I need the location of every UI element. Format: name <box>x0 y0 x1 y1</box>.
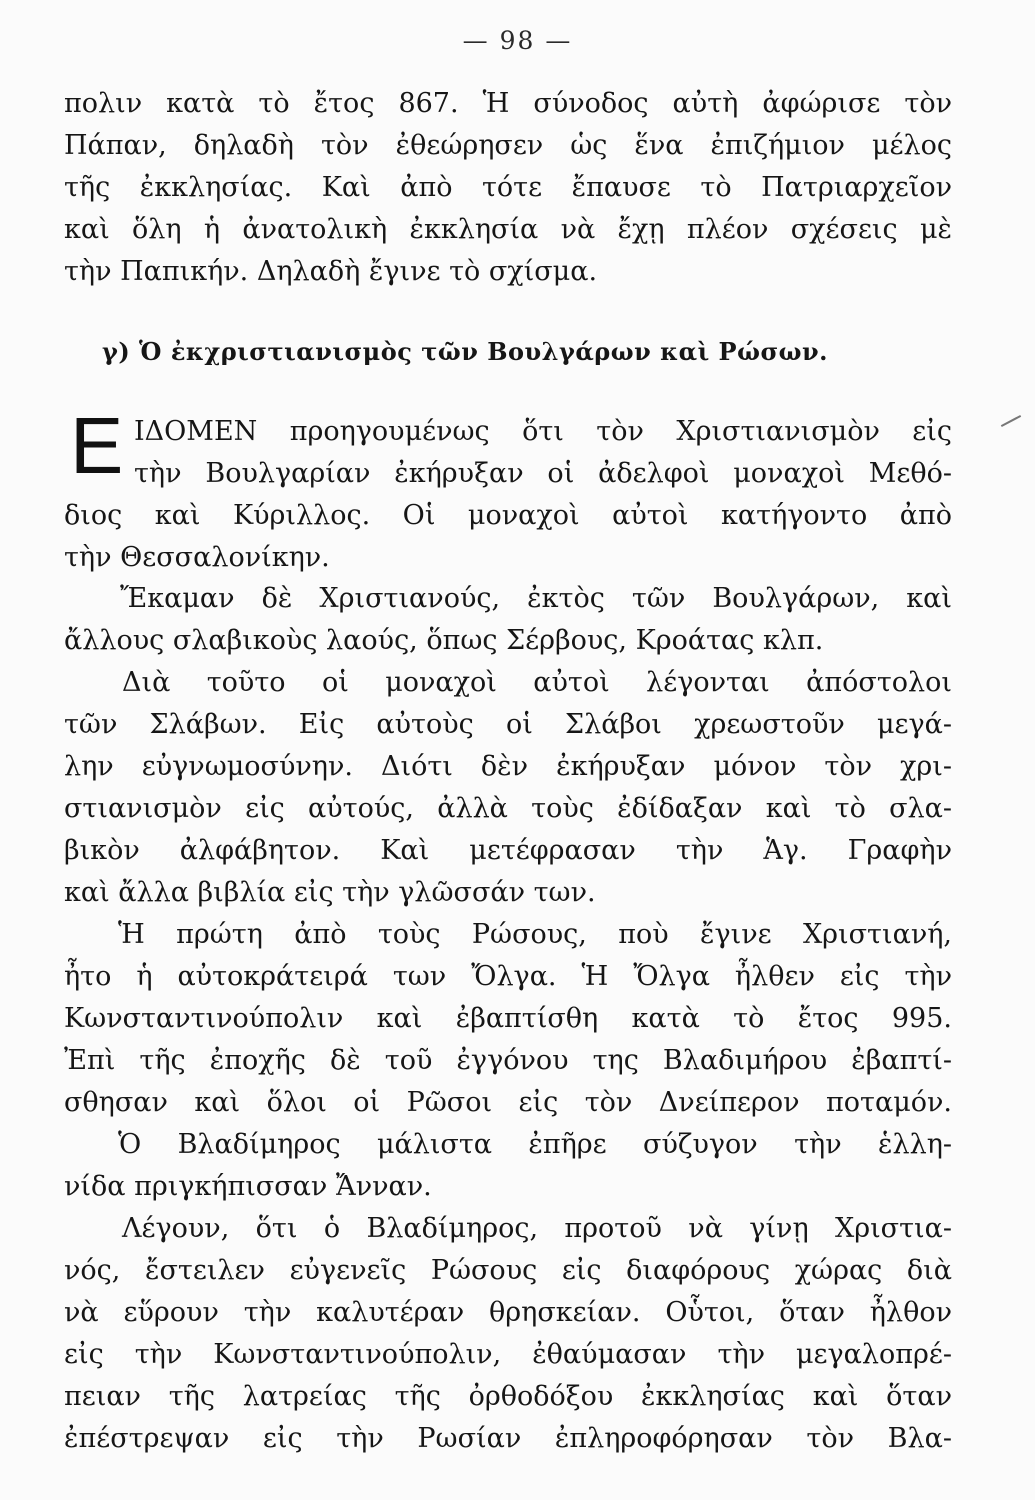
top-paragraph <box>64 83 952 293</box>
text-line: πειαν τῆς λατρείας τῆς ὀρθοδόξου ἐκκλησίας καὶ ὅταν <box>64 1381 952 1412</box>
text-line: καὶ ἄλλα βιβλία εἰς τὴν γλῶσσάν των. <box>64 877 596 908</box>
first-paragraph <box>64 411 952 579</box>
text-line: διος καὶ Κύριλλος. Οἱ μοναχοὶ αὐτοὶ κατήγοντο ἀπὸ <box>64 500 952 531</box>
text-line: Λέγουν, ὅτι ὁ Βλαδίμηρος, προτοῦ νὰ γίνῃ Χριστια- <box>122 1213 952 1244</box>
text-line: ἦτο ἡ αὐτοκράτειρά των Ὄλγα. Ἡ Ὄλγα ἦλθεν εἰς τὴν <box>64 961 952 992</box>
text-line: καὶ ὅλη ἡ ἀνατολικὴ ἐκκλησία νὰ ἔχῃ πλέον σχέσεις μὲ <box>64 214 952 245</box>
text-line: τῆς ἐκκλησίας. Καὶ ἀπὸ τότε ἔπαυσε τὸ Πατριαρχεῖον <box>64 172 952 203</box>
text-line: Ἐπὶ τῆς ἐποχῆς δὲ τοῦ ἐγγόνου της Βλαδιμήρου ἐβαπτί- <box>64 1045 952 1076</box>
body-text <box>64 578 952 1460</box>
section-heading: γ) Ὁ ἐκχριστιανισμὸς τῶν Βουλγάρων καὶ Ρώσων. <box>102 337 828 366</box>
text-line: σθησαν καὶ ὅλοι οἱ Ρῶσοι εἰς τὸν Δνείπερον ποταμόν. <box>64 1087 952 1118</box>
text-line: στιανισμὸν εἰς αὐτούς, ἀλλὰ τοὺς ἐδίδαξαν καὶ τὸ σλα- <box>64 793 952 824</box>
text-line: ΙΔΟΜΕΝ προηγουμένως ὅτι τὸν Χριστιανισμὸν εἰς <box>134 416 952 447</box>
text-line: λην εὐγνωμοσύνην. Διότι δὲν ἐκήρυξαν μόνον τὸν χρι- <box>64 751 952 782</box>
page-number: — 98 — <box>462 26 573 55</box>
text-line: ἄλλους σλαβικοὺς λαούς, ὅπως Σέρβους, Κροάτας κλπ. <box>64 625 824 656</box>
text-line: νὰ εὕρουν τὴν καλυτέραν θρησκείαν. Οὗτοι, ὅταν ἦλθον <box>64 1297 952 1328</box>
text-line: τὴν Θεσσαλονίκην. <box>64 542 330 573</box>
text-line: βικὸν ἀλφάβητον. Καὶ μετέφρασαν τὴν Ἁγ. Γραφὴν <box>64 835 952 866</box>
text-line: νίδα πριγκήπισσαν Ἄνναν. <box>64 1171 432 1202</box>
text-line: Ὁ Βλαδίμηρος μάλιστα ἐπῆρε σύζυγον τὴν ἑλλη- <box>118 1129 952 1160</box>
text-line: ἐπέστρεψαν εἰς τὴν Ρωσίαν ἐπληροφόρησαν τὸν Βλα- <box>64 1423 952 1454</box>
text-line: τὴν Παπικήν. Δηλαδὴ ἔγινε τὸ σχίσμα. <box>64 256 598 287</box>
margin-mark <box>1001 415 1021 427</box>
text-line: Διὰ τοῦτο οἱ μοναχοὶ αὐτοὶ λέγονται ἀπόστολοι <box>122 667 952 698</box>
text-line: Κωνσταντινούπολιν καὶ ἐβαπτίσθη κατὰ τὸ ἔτος 995. <box>64 1003 952 1034</box>
text-line: Ἔκαμαν δὲ Χριστιανούς, ἐκτὸς τῶν Βουλγάρων, καὶ <box>120 583 952 614</box>
text-line: τὴν Βουλγαρίαν ἐκήρυξαν οἱ ἀδελφοὶ μοναχοὶ Μεθό- <box>134 458 952 489</box>
drop-cap: Ε <box>70 401 124 490</box>
text-line: Ἡ πρώτη ἀπὸ τοὺς Ρώσους, ποὺ ἔγινε Χριστιανή, <box>118 919 952 950</box>
text-line: νός, ἔστειλεν εὐγενεῖς Ρώσους εἰς διαφόρους χώρας διὰ <box>64 1255 952 1286</box>
text-line: τῶν Σλάβων. Εἰς αὐτοὺς οἱ Σλάβοι χρεωστοῦν μεγά- <box>64 709 952 740</box>
text-line: εἰς τὴν Κωνσταντινούπολιν, ἐθαύμασαν τὴν μεγαλοπρέ- <box>64 1339 952 1370</box>
text-line: Πάπαν, δηλαδὴ τὸν ἐθεώρησεν ὡς ἕνα ἐπιζήμιον μέλος <box>64 130 952 161</box>
text-line: πολιν κατὰ τὸ ἔτος 867. Ἡ σύνοδος αὐτὴ ἀφώρισε τὸν <box>64 88 952 119</box>
